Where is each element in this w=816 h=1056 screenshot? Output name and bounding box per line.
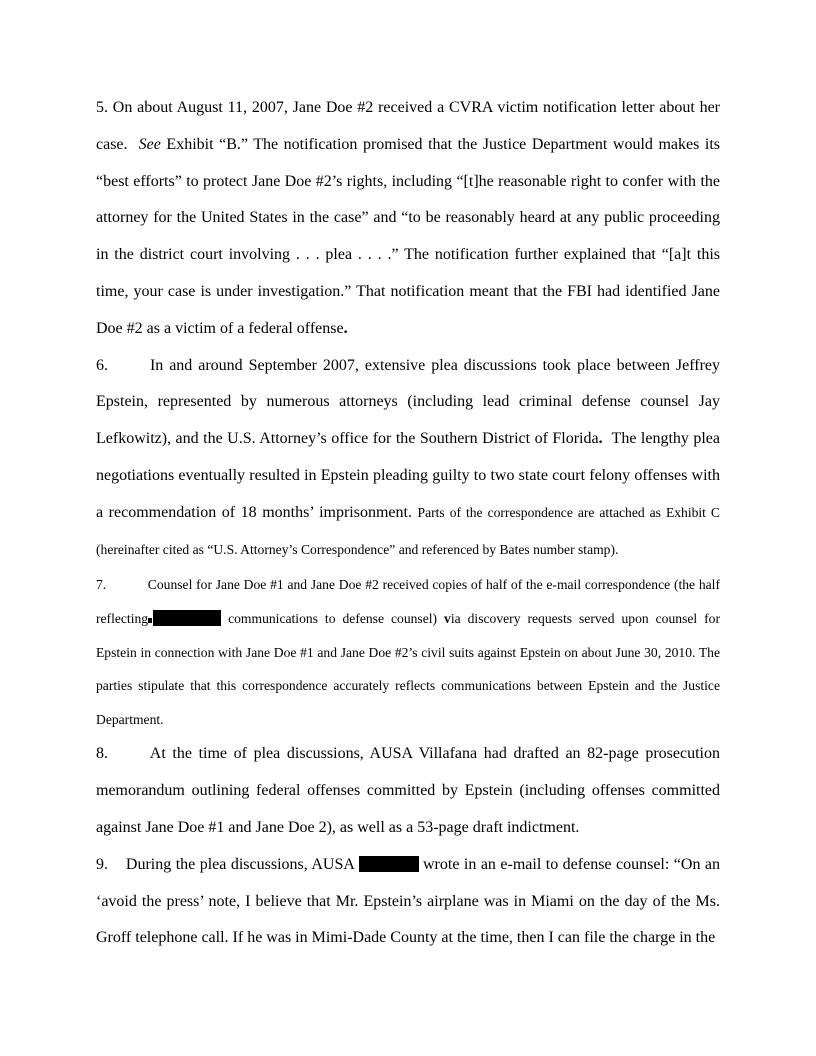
paragraph-number: 7.: [96, 577, 107, 593]
paragraph-text: At the time of plea discussions, AUSA Villafana had drafted an 82-page prosecution memorandum outlining federal offenses committed by Epstein (including offenses committed against Jane Doe #1 and Jane Doe 2), as well as a 53-page draft indictment.: [96, 745, 720, 836]
paragraph-text: The lengthy plea negotiations eventually resulted in Epstein pleading guilty to two state court felony offenses with a recommendation of 18 months’ imprisonment.: [96, 430, 721, 521]
paragraph-text: wrote in an e-mail to defense counsel: “On an ‘avoid the press’ note, I believe that Mr. Epstein’s airplane was in Miami on the day of the Ms. Groff telephone call. If he was in Mimi-Dade County at the time, then I can file the charge in the: [96, 855, 721, 947]
paragraph-number: 8.: [96, 745, 108, 763]
paragraph-text: communications to defense counsel): [228, 610, 438, 626]
paragraph-5: [96, 90, 720, 348]
paragraph-text: Exhibit “B.” The notification promised that the Justice Department would makes its “best efforts” to protect Jane Doe #2’s rights, including “[t]he reasonable right to confer with the attorney for the United States in the case” and “to be reasonably heard at any public proceeding in the district court involving . . . plea . . . .” The notification further explained that “[a]t this time, your case is under investigation.” That notification meant that the FBI had identified Jane Doe #2 as a victim of a federal offense: [96, 135, 721, 337]
document-page: [96, 90, 720, 957]
paragraph-number: 9.: [96, 855, 108, 873]
paragraph-text: On about August 11, 2007, Jane Doe #2 received a CVRA victim notification letter about her case.: [96, 99, 720, 153]
period-bold: .: [598, 430, 603, 448]
citation-signal: See: [138, 135, 161, 153]
paragraph-text-small: Parts of the correspondence are attached as Exhibit C (hereinafter cited as “U.S. Attorney’s Correspondence” and referenced by Bates number stamp).: [96, 504, 721, 557]
paragraph-6: [96, 348, 720, 569]
paragraph-text: In and around September 2007, extensive plea discussions took place between Jeffrey Epstein, represented by numerous attorneys (including lead criminal defense counsel Jay Lefkowitz), and the U.S. Attorney’s office for the Southern District of Florida: [96, 356, 721, 448]
paragraph-number: 5.: [96, 99, 108, 116]
paragraph-text: During the plea discussions, AUSA: [125, 855, 355, 873]
paragraph-text: Counsel for Jane Doe #1 and Jane Doe #2 received copies of half of the e-mail correspondence (the half reflecting: [96, 577, 720, 626]
paragraph-8: [96, 736, 720, 846]
redaction-mark: [148, 618, 152, 623]
period-bold: .: [343, 319, 348, 337]
bold-letter: v: [444, 610, 451, 626]
paragraph-7: [96, 568, 720, 736]
paragraph-number: 6.: [96, 356, 108, 374]
redaction-box: [153, 610, 221, 626]
paragraph-text: ia discovery requests served upon counsel for Epstein in connection with Jane Doe #1 and Jane Doe #2’s civil suits against Epstein on about June 30, 2010. The parties stipulate that this correspondence accurately reflects communications between Epstein and the Justice Department.: [96, 610, 721, 727]
paragraph-9: [96, 847, 720, 957]
redaction-box: [359, 856, 419, 872]
